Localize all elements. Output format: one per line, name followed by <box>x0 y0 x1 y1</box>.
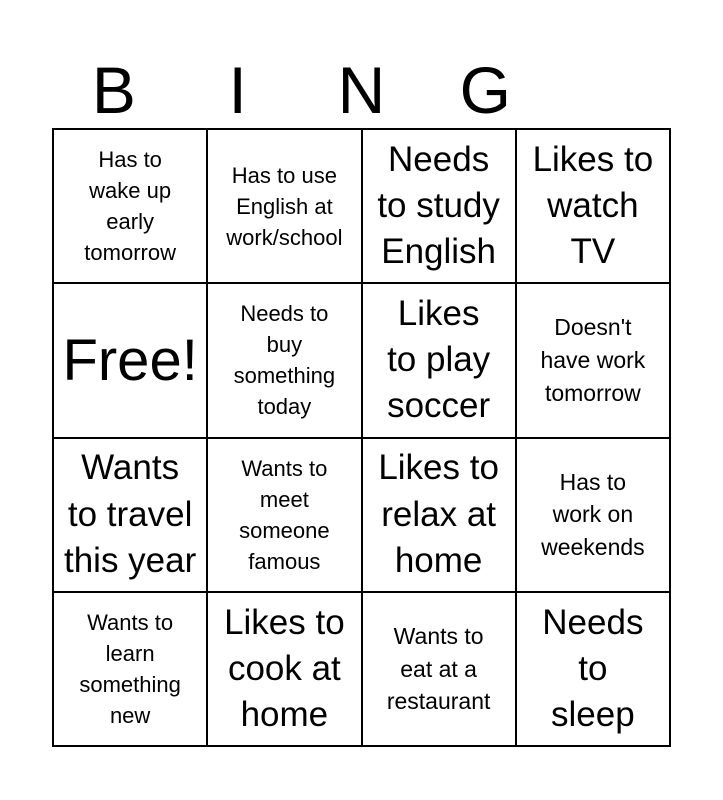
bingo-cell[interactable] <box>517 130 671 284</box>
bingo-cell[interactable] <box>517 439 671 593</box>
header-letter-i: I <box>228 53 247 127</box>
cell-label: Likes to cook at home <box>224 602 345 734</box>
bingo-cell[interactable] <box>208 130 362 284</box>
bingo-board <box>52 128 671 747</box>
bingo-cell[interactable] <box>517 284 671 438</box>
cell-label: Doesn't have work tomorrow <box>540 314 646 406</box>
cell-label: Needs to study English <box>377 139 500 272</box>
bingo-cell[interactable] <box>208 439 362 593</box>
bingo-cell[interactable] <box>54 130 208 284</box>
header-letter-g: G <box>459 53 511 127</box>
bingo-cell[interactable] <box>363 130 517 284</box>
free-cell[interactable] <box>54 284 208 438</box>
header-letter-n: N <box>337 53 386 127</box>
bingo-cell[interactable] <box>363 593 517 747</box>
cell-label: Needs to buy something today <box>233 301 336 420</box>
cell-label: Has to work on weekends <box>541 468 645 560</box>
bingo-header <box>52 52 671 128</box>
cell-label: Has to wake up early tomorrow <box>84 147 176 266</box>
bingo-cell[interactable] <box>517 593 671 747</box>
cell-label: Has to use English at work/school <box>226 162 343 250</box>
header-letter-b: B <box>91 53 136 127</box>
bingo-cell[interactable] <box>54 593 208 747</box>
cell-label: Needs to sleep <box>542 602 644 734</box>
cell-label: Wants to eat at a restaurant <box>386 622 491 715</box>
cell-label: Free! <box>62 327 198 393</box>
bingo-cell[interactable] <box>54 439 208 593</box>
bingo-cell[interactable] <box>363 439 517 593</box>
bingo-cell[interactable] <box>208 284 362 438</box>
cell-label: Likes to relax at home <box>378 448 499 580</box>
bingo-cell[interactable] <box>363 284 517 438</box>
cell-label: Likes to watch TV <box>532 139 654 272</box>
cell-label: Likes to play soccer <box>387 294 491 426</box>
bingo-cell[interactable] <box>208 593 362 747</box>
cell-label: Wants to meet someone famous <box>239 455 330 574</box>
cell-label: Wants to learn something new <box>79 609 181 728</box>
cell-label: Wants to travel this year <box>63 448 197 580</box>
